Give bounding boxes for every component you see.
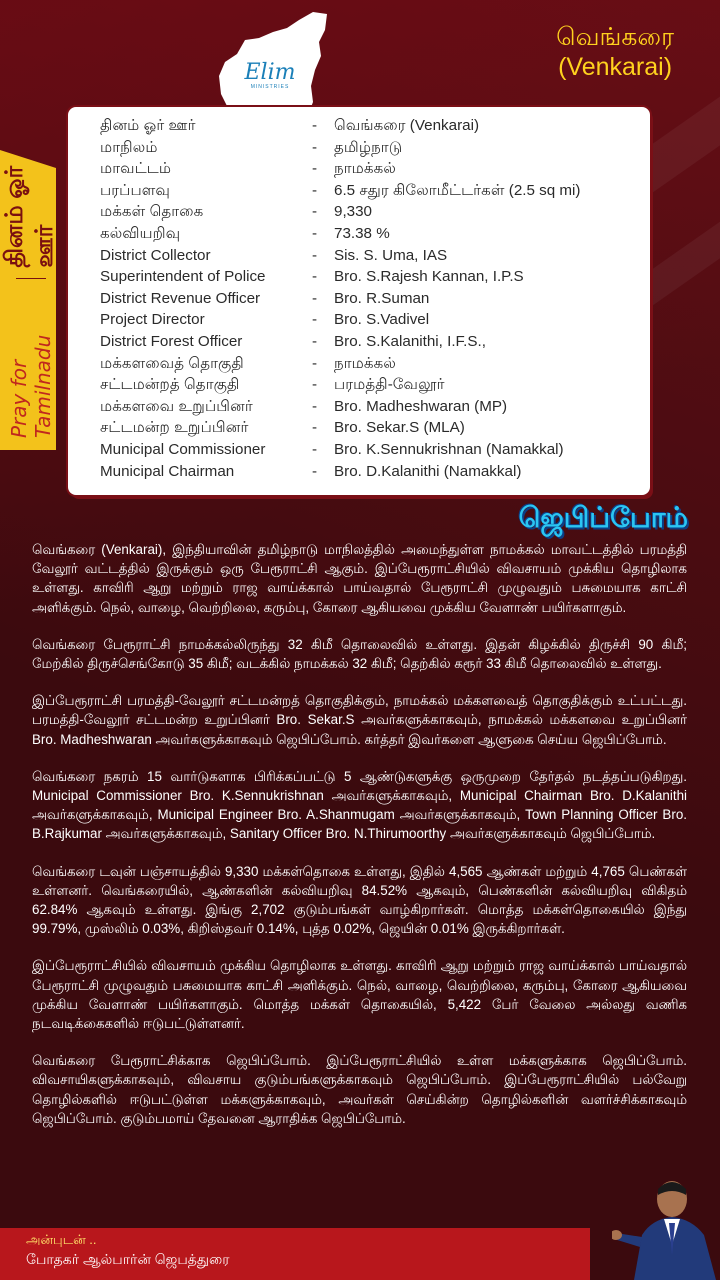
pastor-photo xyxy=(612,1175,720,1280)
info-value: Bro. R.Suman xyxy=(334,289,430,307)
description-paragraph: வெங்கரை பேரூராட்சி நாமக்கல்லிருந்து 32 கிமீ தொலைவில் உள்ளது. இதன் கிழக்கில் திருச்சி 90 கிமீ; மேற்கில் திருச்செங்கோடு 35 கிமீ; வடக்கில் நாமக்கல் 32 கிமீ; தெற்கில் கரூர் 33 கிமீ தொலைவில் உள்ளது. xyxy=(32,636,687,672)
info-separator: - xyxy=(312,419,318,437)
info-row xyxy=(100,353,581,375)
info-label: District Forest Officer xyxy=(100,332,243,350)
place-title-english: (Venkarai) xyxy=(558,53,673,81)
info-label: சட்டமன்றத் தொகுதி xyxy=(100,376,240,394)
info-separator: - xyxy=(312,224,318,242)
info-label: District Revenue Officer xyxy=(100,289,261,307)
info-label: Superintendent of Police xyxy=(100,268,266,286)
info-label: மாவட்டம் xyxy=(100,160,172,178)
info-separator: - xyxy=(312,354,318,372)
info-label: மக்களவை உறுப்பினர் xyxy=(100,397,253,415)
banner-divider xyxy=(16,278,46,280)
side-banner-text xyxy=(1,148,58,438)
info-value: தமிழ்நாடு xyxy=(334,138,403,156)
info-row xyxy=(100,266,581,288)
info-separator: - xyxy=(312,440,318,458)
description-paragraph: வெங்கரை பேரூராட்சிக்காக ஜெபிப்போம். இப்பேரூராட்சியில் உள்ள மக்களுக்காக ஜெபிப்போம். விவசாயிகளுக்காகவும், விவசாய குடும்பங்களுக்காகவும் ஜெபிப்போம். இப்பேரூராட்சியில் பல்வேறு தொழில்களில் ஈடுபட்டுள்ள மக்களுக்காகவும், அவர்கள் செய்கின்ற தொழில்களின் வளர்ச்சிக்காகவும் ஜெபிப்போம். குடும்பமாய் தேவனை ஆராதிக்க ஜெபிப்போம். xyxy=(32,1053,687,1126)
info-row xyxy=(100,288,581,310)
info-row xyxy=(100,417,581,439)
info-label: சட்டமன்ற உறுப்பினர் xyxy=(100,419,249,437)
pray-heading: ஜெபிப்போம் xyxy=(518,502,688,533)
info-label: District Collector xyxy=(100,246,211,264)
info-separator: - xyxy=(312,246,318,264)
pray-for-tamilnadu: Pray for Tamilnadu xyxy=(7,334,55,438)
footer-pastor-name: போதகர் ஆல்பார்ன் ஜெபத்துரை xyxy=(26,1251,230,1267)
info-separator: - xyxy=(312,462,318,480)
logo-text: Elim xyxy=(244,60,296,85)
description-paragraph: இப்பேரூராட்சி பரமத்தி-வேலூர் சட்டமன்றத் தொகுதிக்கும், நாமக்கல் மக்களவைத் தொகுதிக்கும் உட்பட்டது. பரமத்தி-வேலூர் சட்டமன்ற உறுப்பினர் Bro. Sekar.S அவர்களுக்காகவும், நாமக்கல் மக்களவை உறுப்பினர் Bro. Madheshwaran அவர்களுக்காகவும் ஜெபிப்போம். கர்த்தர் இவர்களை ஆளுகை செய்ய ஜெபிப்போம். xyxy=(32,693,687,747)
info-value: Sis. S. Uma, IAS xyxy=(334,246,448,264)
info-row xyxy=(100,137,581,159)
info-label: பரப்பளவு xyxy=(100,181,170,199)
info-label: மக்களவைத் தொகுதி xyxy=(100,354,244,372)
info-value: Bro. S.Vadivel xyxy=(334,311,430,329)
info-value: Bro. Madheshwaran (MP) xyxy=(334,397,508,415)
info-value: நாமக்கல் xyxy=(334,354,396,372)
footer-with-love: அன்புடன் .. xyxy=(26,1232,97,1247)
description-paragraph: வெங்கரை நகரம் 15 வார்டுகளாக பிரிக்கப்பட்டு 5 ஆண்டுகளுக்கு ஒருமுறை தேர்தல் நடத்தப்படுகிறது. Municipal Commissioner Bro. K.Sennukrishnan அவர்களுக்காகவும், Municipal Chairman Bro. D.Kalanithi அவர்களுக்காகவும், Municipal Engineer Bro. A.Shanmugam அவர்களுக்காகவும், Town Planning Officer Bro. B.Rajkumar அவர்களுக்காகவும், Sanitary Officer Bro. N.Thirumoorthy அவர்களுக்காகவும் ஜெபிப்போம். xyxy=(32,768,687,842)
info-row xyxy=(100,223,581,245)
info-separator: - xyxy=(312,397,318,415)
description-paragraph: வெங்கரை (Venkarai), இந்தியாவின் தமிழ்நாடு மாநிலத்தில் அமைந்துள்ள நாமக்கல் மாவட்டத்தில் பரமத்தி வேலூர் வட்டத்தில் இருக்கும் ஒரு பேரூராட்சி ஆகும். இப்பேரூராட்சியில் விவசாயம் முக்கிய தொழிலாக உள்ளது. காவிரி ஆறு மற்றும் ராஜ வாய்க்கால் பாய்வதால் பேரூராட்சி முழுவதும் பசுமையாக காட்சி அளிக்கும். நெல், வாழை, வெற்றிலை, கரும்பு, கோரை ஆகியவை முக்கிய வேளாண் பயிர்களாகும். xyxy=(32,542,687,615)
description-paragraph: வெங்கரை டவுன் பஞ்சாயத்தில் 9,330 மக்கள்தொகை உள்ளது, இதில் 4,565 ஆண்கள் மற்றும் 4,765 பெண்கள் உள்ளனர். வெங்கரையில், ஆண்களின் கல்வியறிவு 84.52% ஆகவும், பெண்களின் கல்வியறிவு விகிதம் 62.84% ஆகவும் உள்ளது. இங்கு 2,702 குடும்பங்கள் வாழ்கிறார்கள். மொத்த மக்கள்தொகையில் இந்து 99.79%, முஸ்லிம் 0.03%, கிறிஸ்தவர் 0.14%, புத்த 0.02%, ஜெயின் 0.01% இருக்கிறார்கள். xyxy=(32,863,687,937)
info-separator: - xyxy=(312,332,318,350)
elim-logo xyxy=(244,62,296,104)
info-label: மக்கள் தொகை xyxy=(100,203,204,221)
info-value: Bro. S.Rajesh Kannan, I.P.S xyxy=(334,268,524,286)
info-value: வெங்கரை (Venkarai) xyxy=(334,117,480,134)
info-row xyxy=(100,331,581,353)
info-label: Municipal Chairman xyxy=(100,462,235,480)
info-separator: - xyxy=(312,268,318,286)
info-value: 9,330 xyxy=(334,203,373,221)
info-table xyxy=(100,115,581,482)
info-separator: - xyxy=(312,138,318,156)
info-row xyxy=(100,180,581,202)
info-row xyxy=(100,374,581,396)
info-row xyxy=(100,309,581,331)
info-label: மாநிலம் xyxy=(100,138,158,156)
info-value: நாமக்கல் xyxy=(334,160,396,178)
info-row xyxy=(100,158,581,180)
logo-subtext: MINISTRIES xyxy=(250,84,290,90)
info-value: Bro. D.Kalanithi (Namakkal) xyxy=(334,462,522,480)
info-row xyxy=(100,115,581,137)
description-body xyxy=(32,540,687,1146)
info-value: பரமத்தி-வேலூர் xyxy=(334,376,445,394)
info-label: கல்வியறிவு xyxy=(100,224,181,242)
info-value: Bro. S.Kalanithi, I.F.S., xyxy=(334,332,486,350)
info-row xyxy=(100,245,581,267)
info-row xyxy=(100,439,581,461)
info-value: 6.5 சதுர கிலோமீட்டர்கள் (2.5 sq mi) xyxy=(334,181,581,199)
info-label: Municipal Commissioner xyxy=(100,440,266,458)
info-separator: - xyxy=(312,160,318,178)
description-paragraph: இப்பேரூராட்சியில் விவசாயம் முக்கிய தொழிலாக உள்ளது. காவிரி ஆறு மற்றும் ராஜ வாய்க்கால் பாய்வதால் பேரூராட்சி முழுவதும் பசுமையாக காட்சி அளிக்கும். நெல், வாழை, வெற்றிலை, கரும்பு, கோரை ஆகியவை முக்கிய வேளாண் பயிர்களாகும். மொத்த மக்கள் தொகையில், 5,422 பேர் வேலை அல்லது வணிக நடவடிக்கைகளில் ஈடுபட்டுள்ளனர். xyxy=(32,958,687,1032)
place-title-tamil: வெங்கரை xyxy=(556,23,674,51)
info-separator: - xyxy=(312,117,318,134)
info-card xyxy=(68,107,650,495)
info-value: 73.38 % xyxy=(334,224,390,242)
place-title xyxy=(556,22,674,82)
info-row xyxy=(100,461,581,483)
day-village-label: தினம் ஓர் ஊர் xyxy=(1,166,58,268)
footer-bar xyxy=(0,1228,590,1280)
info-label: Project Director xyxy=(100,311,205,329)
info-row xyxy=(100,396,581,418)
info-label: தினம் ஓர் ஊர் xyxy=(100,117,196,134)
info-separator: - xyxy=(312,376,318,394)
info-separator: - xyxy=(312,203,318,221)
info-separator: - xyxy=(312,289,318,307)
info-value: Bro. K.Sennukrishnan (Namakkal) xyxy=(334,440,564,458)
info-separator: - xyxy=(312,311,318,329)
info-separator: - xyxy=(312,181,318,199)
info-row xyxy=(100,201,581,223)
info-value: Bro. Sekar.S (MLA) xyxy=(334,419,465,437)
